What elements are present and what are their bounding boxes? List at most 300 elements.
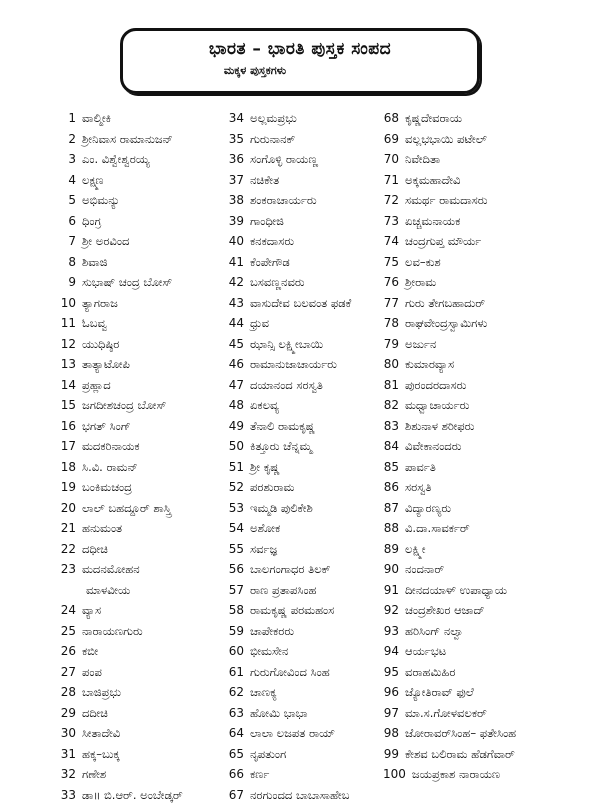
item-title: ದಯಾನಂದ ಸರಸ್ವತಿ	[250, 378, 323, 392]
item-number: 53	[228, 498, 244, 519]
item-number: 30	[58, 723, 76, 744]
item-title: ಕುಮಾರವ್ಯಾಸ	[405, 357, 454, 371]
item-title: ಲವ–ಕುಶ	[405, 255, 441, 269]
item-title: ಗುರುನಾನಕ್	[250, 132, 295, 146]
item-title: ಕೇಶವ ಬಲಿರಾಮ ಹೆಡಗೆವಾರ್	[405, 747, 515, 761]
item-number: 40	[228, 231, 244, 252]
item-number: 50	[228, 436, 244, 457]
item-title: ಏಕಲವ್ಯ	[250, 398, 279, 412]
list-item	[58, 108, 228, 129]
item-title-continued: ಮಾಳವೀಯ	[58, 580, 228, 601]
item-number: 93	[383, 621, 399, 642]
list-item	[228, 764, 383, 785]
item-number: 60	[228, 641, 244, 662]
item-title: ಜ್ಯೋತಿರಾವ್ ಫುಲೆ	[405, 685, 474, 699]
item-title: ನೃಪತುಂಗ	[250, 747, 286, 761]
item-number: 67	[228, 785, 244, 805]
item-title: ಚಂದ್ರಗುಪ್ತ ಮೌರ್ಯ	[405, 234, 481, 248]
item-number: 36	[228, 149, 244, 170]
list-item	[383, 334, 553, 355]
list-item	[58, 190, 228, 211]
item-title: ತ್ಯಾಗರಾಜ	[82, 296, 118, 310]
item-title: ಪಾರ್ವತಿ	[405, 460, 436, 474]
item-title: ಚಂದ್ರಶೇಖರ ಆಜಾದ್	[405, 603, 485, 617]
list-item	[58, 600, 228, 621]
item-title: ಯುಧಿಷ್ಠಿರ	[82, 337, 119, 351]
item-number: 74	[383, 231, 399, 252]
item-number: 26	[58, 641, 76, 662]
list-item	[383, 170, 553, 191]
list-item	[58, 231, 228, 252]
item-title: ಸೀತಾದೇವಿ	[82, 726, 120, 740]
list-item	[58, 498, 228, 519]
item-number: 12	[58, 334, 76, 355]
item-number: 27	[58, 662, 76, 683]
item-number: 92	[383, 600, 399, 621]
item-title: ಸರ್ವಜ್ಞ	[250, 542, 277, 556]
list-item	[383, 129, 553, 150]
list-item	[58, 457, 228, 478]
item-number: 65	[228, 744, 244, 765]
item-title: ಝಾನ್ಸಿ ಲಕ್ಷ್ಮೀಬಾಯಿ	[250, 337, 323, 351]
list-item	[58, 375, 228, 396]
list-item	[228, 539, 383, 560]
list-item	[58, 354, 228, 375]
item-number: 59	[228, 621, 244, 642]
list-item	[228, 252, 383, 273]
item-number: 83	[383, 416, 399, 437]
item-number: 7	[58, 231, 76, 252]
list-item	[58, 641, 228, 662]
item-number: 48	[228, 395, 244, 416]
item-title: ಕೆಂಪೇಗೌಡ	[250, 255, 290, 269]
list-item	[228, 785, 383, 805]
item-number: 11	[58, 313, 76, 334]
item-title: ಮಧ್ವಾಚಾರ್ಯರು	[405, 398, 469, 412]
item-title: ಸಮರ್ಥ ರಾಮದಾಸರು	[405, 193, 488, 207]
list-item	[58, 272, 228, 293]
item-number: 43	[228, 293, 244, 314]
list-item	[383, 293, 553, 314]
item-title: ತಾತ್ಯಾಟೋಪಿ	[82, 357, 130, 371]
list-column-3	[383, 108, 553, 785]
list-item	[383, 539, 553, 560]
list-item	[228, 457, 383, 478]
item-number: 55	[228, 539, 244, 560]
item-number: 81	[383, 375, 399, 396]
item-title: ಮಾ.ಸ.ಗೋಳವಲಕರ್	[405, 706, 487, 720]
item-number: 37	[228, 170, 244, 191]
item-number: 71	[383, 170, 399, 191]
item-number: 61	[228, 662, 244, 683]
list-column-2	[228, 108, 383, 805]
item-number: 15	[58, 395, 76, 416]
list-item	[228, 580, 383, 601]
item-number: 86	[383, 477, 399, 498]
item-title: ಧ್ರುವ	[250, 316, 269, 330]
item-number: 68	[383, 108, 399, 129]
item-number: 24	[58, 600, 76, 621]
list-item	[228, 354, 383, 375]
list-item	[383, 457, 553, 478]
list-item	[58, 723, 228, 744]
list-item	[228, 518, 383, 539]
item-title: ಬಾಜಿಪ್ರಭು	[82, 685, 121, 699]
item-title: ವಿ.ದಾ.ಸಾವರ್ಕರ್	[405, 521, 470, 535]
item-title: ಶ್ರೀರಾಮ	[405, 275, 436, 289]
item-title: ಬಸವಣ್ಣನವರು	[250, 275, 305, 289]
list-item	[228, 703, 383, 724]
item-number: 79	[383, 334, 399, 355]
item-number: 54	[228, 518, 244, 539]
item-title: ವಿದ್ಯಾರಣ್ಯರು	[405, 501, 451, 515]
list-item	[383, 518, 553, 539]
item-number: 82	[383, 395, 399, 416]
list-item	[383, 477, 553, 498]
item-number: 73	[383, 211, 399, 232]
item-title: ನಚಿಕೇತ	[250, 173, 279, 187]
list-item	[58, 518, 228, 539]
list-item	[58, 559, 228, 580]
item-number: 23	[58, 559, 76, 580]
item-number: 4	[58, 170, 76, 191]
item-number: 10	[58, 293, 76, 314]
item-number: 78	[383, 313, 399, 334]
list-item	[58, 149, 228, 170]
list-item	[383, 641, 553, 662]
item-title: ಏಚ್ಚಮನಾಯಕ	[405, 214, 460, 228]
item-number: 49	[228, 416, 244, 437]
item-title: ಮದಕರಿನಾಯಕ	[82, 439, 140, 453]
item-number: 87	[383, 498, 399, 519]
item-number: 96	[383, 682, 399, 703]
item-number: 35	[228, 129, 244, 150]
item-number: 16	[58, 416, 76, 437]
list-item	[383, 149, 553, 170]
list-item	[58, 662, 228, 683]
item-number: 77	[383, 293, 399, 314]
list-item	[228, 559, 383, 580]
item-title: ವಾಸುದೇವ ಬಲವಂತ ಫಡಕೆ	[250, 296, 351, 310]
item-number: 46	[228, 354, 244, 375]
list-item	[228, 621, 383, 642]
item-title: ನಿವೇದಿತಾ	[405, 152, 440, 166]
item-number: 22	[58, 539, 76, 560]
item-title: ಗುರು ತೇಗಬಹಾದುರ್	[405, 296, 485, 310]
item-number: 31	[58, 744, 76, 765]
list-item	[228, 600, 383, 621]
item-title: ಕನಕದಾಸರು	[250, 234, 294, 248]
item-title: ಚಾಪೇಕರರು	[250, 624, 294, 638]
list-item	[383, 252, 553, 273]
item-number: 62	[228, 682, 244, 703]
list-item	[228, 498, 383, 519]
list-item	[228, 231, 383, 252]
item-title: ವಲ್ಲಭಭಾಯಿ ಪಟೇಲ್	[405, 132, 487, 146]
item-number: 51	[228, 457, 244, 478]
item-title: ಭಗತ್ ಸಿಂಗ್	[82, 419, 131, 433]
list-item	[58, 682, 228, 703]
list-item	[383, 231, 553, 252]
list-item	[58, 252, 228, 273]
list-item	[383, 375, 553, 396]
item-number: 29	[58, 703, 76, 724]
item-number: 17	[58, 436, 76, 457]
item-title: ಗಣೇಶ	[82, 767, 106, 781]
item-title: ಅರ್ಜುನ	[405, 337, 436, 351]
item-number: 63	[228, 703, 244, 724]
list-item	[383, 108, 553, 129]
list-item	[383, 703, 553, 724]
item-title: ದಧೀಚಿ	[82, 542, 108, 556]
item-number: 100	[383, 764, 406, 785]
list-item	[228, 641, 383, 662]
title-box	[120, 28, 480, 94]
item-number: 33	[58, 785, 76, 805]
list-item	[58, 785, 228, 805]
item-number: 95	[383, 662, 399, 683]
item-title: ಅಕ್ಕಮಹಾದೇವಿ	[405, 173, 460, 187]
item-title: ಶ್ರೀ ಅರವಿಂದ	[82, 234, 129, 248]
item-title: ಹರಿಸಿಂಗ್ ನಲ್ವಾ	[405, 624, 464, 638]
item-number: 42	[228, 272, 244, 293]
item-title: ಸಿ.ವಿ. ರಾಮನ್	[82, 460, 138, 474]
item-title: ಭೀಮಸೇನ	[250, 644, 288, 658]
item-number: 97	[383, 703, 399, 724]
item-title: ಶಂಕರಾಚಾರ್ಯರು	[250, 193, 317, 207]
item-title: ಹನುಮಂತ	[82, 521, 122, 535]
list-item	[228, 293, 383, 314]
item-number: 66	[228, 764, 244, 785]
item-number: 19	[58, 477, 76, 498]
list-item	[228, 149, 383, 170]
list-item	[228, 436, 383, 457]
item-number: 1	[58, 108, 76, 129]
item-title: ಸುಭಾಷ್ ಚಂದ್ರ ಬೋಸ್	[82, 275, 172, 289]
list-item	[228, 744, 383, 765]
list-item	[228, 416, 383, 437]
item-number: 58	[228, 600, 244, 621]
item-number: 64	[228, 723, 244, 744]
list-item	[383, 621, 553, 642]
list-item	[383, 211, 553, 232]
list-item	[383, 272, 553, 293]
item-number: 91	[383, 580, 399, 601]
list-item	[58, 129, 228, 150]
item-title: ಅಶೋಕ	[250, 521, 280, 535]
list-item	[383, 764, 553, 785]
item-title: ದದೀಚಿ	[82, 706, 108, 720]
list-item	[228, 682, 383, 703]
item-number: 34	[228, 108, 244, 129]
list-item	[228, 108, 383, 129]
item-title: ನಂದನಾರ್	[405, 562, 444, 576]
item-number: 14	[58, 375, 76, 396]
list-item	[383, 354, 553, 375]
list-item	[383, 580, 553, 601]
list-item	[383, 744, 553, 765]
item-title: ಗಾಂಧೀಜಿ	[250, 214, 284, 228]
page-title: ಭಾರತ – ಭಾರತಿ ಪುಸ್ತಕ ಸಂಪದ	[123, 39, 477, 59]
item-title: ಎಂ. ವಿಶ್ವೇಶ್ವರಯ್ಯ	[82, 152, 150, 166]
item-number: 80	[383, 354, 399, 375]
item-title: ಪುರಂದರದಾಸರು	[405, 378, 466, 392]
item-title: ಪ್ರಹ್ಲಾದ	[82, 378, 111, 392]
item-number: 32	[58, 764, 76, 785]
item-title: ಬಾಲಗಂಗಾಧರ ತಿಲಕ್	[250, 562, 331, 576]
item-number: 76	[383, 272, 399, 293]
item-title: ಪಂಪ	[82, 665, 102, 679]
item-title: ಬಂಕಿಮಚಂದ್ರ	[82, 480, 132, 494]
item-number: 8	[58, 252, 76, 273]
item-title: ಇಮ್ಮಡಿ ಪುಲಿಕೇಶಿ	[250, 501, 313, 515]
item-title: ವ್ಯಾಸ	[82, 603, 101, 617]
list-item	[383, 498, 553, 519]
item-number: 44	[228, 313, 244, 334]
list-item	[228, 395, 383, 416]
item-number: 89	[383, 539, 399, 560]
item-title: ವಿವೇಕಾನಂದರು	[405, 439, 461, 453]
list-item	[383, 436, 553, 457]
item-title: ವಾಲ್ಮೀಕಿ	[82, 111, 111, 125]
list-item	[228, 170, 383, 191]
item-number: 70	[383, 149, 399, 170]
item-title: ರಾಮಕೃಷ್ಣ ಪರಮಹಂಸ	[250, 603, 334, 617]
item-number: 5	[58, 190, 76, 211]
item-number: 85	[383, 457, 399, 478]
item-title: ಶ್ರೀನಿವಾಸ ರಾಮಾನುಜನ್	[82, 132, 173, 146]
list-item	[228, 723, 383, 744]
item-title: ಡಾ॥ ಬಿ.ಆರ್. ಅಂಬೇಡ್ಕರ್	[82, 788, 183, 802]
item-number: 6	[58, 211, 76, 232]
list-item	[383, 416, 553, 437]
item-number: 41	[228, 252, 244, 273]
item-title: ಕರ್ಣ	[250, 767, 269, 781]
item-title: ರಾಮಾನುಜಾಚಾರ್ಯರು	[250, 357, 337, 371]
item-number: 52	[228, 477, 244, 498]
list-item	[228, 272, 383, 293]
item-title: ಜಯಪ್ರಕಾಶ ನಾರಾಯಣ	[412, 767, 500, 781]
item-number: 45	[228, 334, 244, 355]
item-title: ಧಿಂಗ್ರ	[82, 214, 101, 228]
list-item	[228, 375, 383, 396]
item-title: ಲಕ್ಷ್ಮಣ	[82, 173, 104, 187]
item-title: ವರಾಹಮಿಹಿರ	[405, 665, 455, 679]
item-number: 13	[58, 354, 76, 375]
list-item	[228, 211, 383, 232]
item-title: ಪರಶುರಾಮ	[250, 480, 295, 494]
item-number: 84	[383, 436, 399, 457]
item-number: 94	[383, 641, 399, 662]
item-title: ಅಲ್ಲಮಪ್ರಭು	[250, 111, 297, 125]
item-title: ಹೋಮಿ ಭಾಭಾ	[250, 706, 308, 720]
item-number: 72	[383, 190, 399, 211]
list-item	[58, 334, 228, 355]
list-item	[228, 334, 383, 355]
item-number: 25	[58, 621, 76, 642]
item-number: 47	[228, 375, 244, 396]
item-title: ಶ್ರೀ ಕೃಷ್ಣ	[250, 460, 280, 474]
list-item	[58, 703, 228, 724]
item-number: 18	[58, 457, 76, 478]
list-item	[228, 313, 383, 334]
list-item	[58, 170, 228, 191]
list-item	[383, 662, 553, 683]
item-number: 90	[383, 559, 399, 580]
item-title: ಶಿವಾಜಿ	[82, 255, 107, 269]
list-item	[58, 416, 228, 437]
list-item	[58, 744, 228, 765]
page-subtitle: ಮಕ್ಕಳ ಪುಸ್ತಕಗಳು	[33, 64, 477, 78]
item-title: ನಾರಾಯಣಗುರು	[82, 624, 143, 638]
item-number: 38	[228, 190, 244, 211]
item-title: ದೀನದಯಾಳ್ ಉಪಾಧ್ಯಾಯ	[405, 583, 507, 597]
item-title: ಸಂಗೊಳ್ಳಿ ರಾಯಣ್ಣ	[250, 152, 318, 166]
item-title: ಹಕ್ಕ–ಬುಕ್ಕ	[82, 747, 120, 761]
list-item	[58, 621, 228, 642]
list-item	[58, 395, 228, 416]
list-item	[58, 764, 228, 785]
item-title: ಗುರುಗೋವಿಂದ ಸಿಂಹ	[250, 665, 330, 679]
list-item	[58, 293, 228, 314]
list-item	[58, 477, 228, 498]
item-title: ರಾಣ ಪ್ರತಾಪಸಿಂಹ	[250, 583, 317, 597]
list-item	[58, 211, 228, 232]
item-number: 69	[383, 129, 399, 150]
item-number: 3	[58, 149, 76, 170]
item-title: ಅಭಿಮನ್ಯು	[82, 193, 120, 207]
item-number: 28	[58, 682, 76, 703]
item-number: 20	[58, 498, 76, 519]
list-column-1	[58, 108, 228, 805]
item-number: 75	[383, 252, 399, 273]
item-title: ಲಾಲ್ ಬಹದ್ದೂರ್ ಶಾಸ್ತ್ರಿ	[82, 501, 171, 515]
list-item	[383, 600, 553, 621]
list-item	[383, 313, 553, 334]
item-title: ಕಿತ್ತೂರು ಚೆನ್ನಮ್ಮ	[250, 439, 312, 453]
item-title: ರಾಘವೇಂದ್ರಸ್ವಾಮಿಗಳು	[405, 316, 487, 330]
item-number: 21	[58, 518, 76, 539]
list-item	[228, 477, 383, 498]
item-title: ಜೋರಾವರ್‌ಸಿಂಹ– ಫತೇಸಿಂಹ	[405, 726, 516, 740]
item-title: ತೆನಾಲಿ ರಾಮಕೃಷ್ಣ	[250, 419, 315, 433]
list-item	[383, 395, 553, 416]
list-item	[228, 129, 383, 150]
item-number: 99	[383, 744, 399, 765]
list-item	[58, 436, 228, 457]
list-item	[383, 190, 553, 211]
item-title: ಚಾಣಕ್ಯ	[250, 685, 277, 699]
list-item	[383, 723, 553, 744]
item-title: ಆರ್ಯಭಟ	[405, 644, 446, 658]
item-title: ಜಗದೀಶಚಂದ್ರ ಬೋಸ್	[82, 398, 166, 412]
list-item	[383, 559, 553, 580]
item-number: 2	[58, 129, 76, 150]
list-item	[58, 313, 228, 334]
list-item	[228, 662, 383, 683]
item-number: 88	[383, 518, 399, 539]
item-title: ಲಾಲಾ ಲಜಪತ ರಾಯ್	[250, 726, 335, 740]
item-number: 9	[58, 272, 76, 293]
item-title: ಲಕ್ಷ್ಮೀ	[405, 542, 426, 556]
item-title: ಮದನಮೋಹನ	[82, 562, 140, 576]
list-item	[383, 682, 553, 703]
item-title: ಓಬವ್ವ	[82, 316, 107, 330]
item-number: 39	[228, 211, 244, 232]
item-number: 98	[383, 723, 399, 744]
item-number: 56	[228, 559, 244, 580]
item-title: ಶಿಶುನಾಳ ಶರೀಫರು	[405, 419, 474, 433]
